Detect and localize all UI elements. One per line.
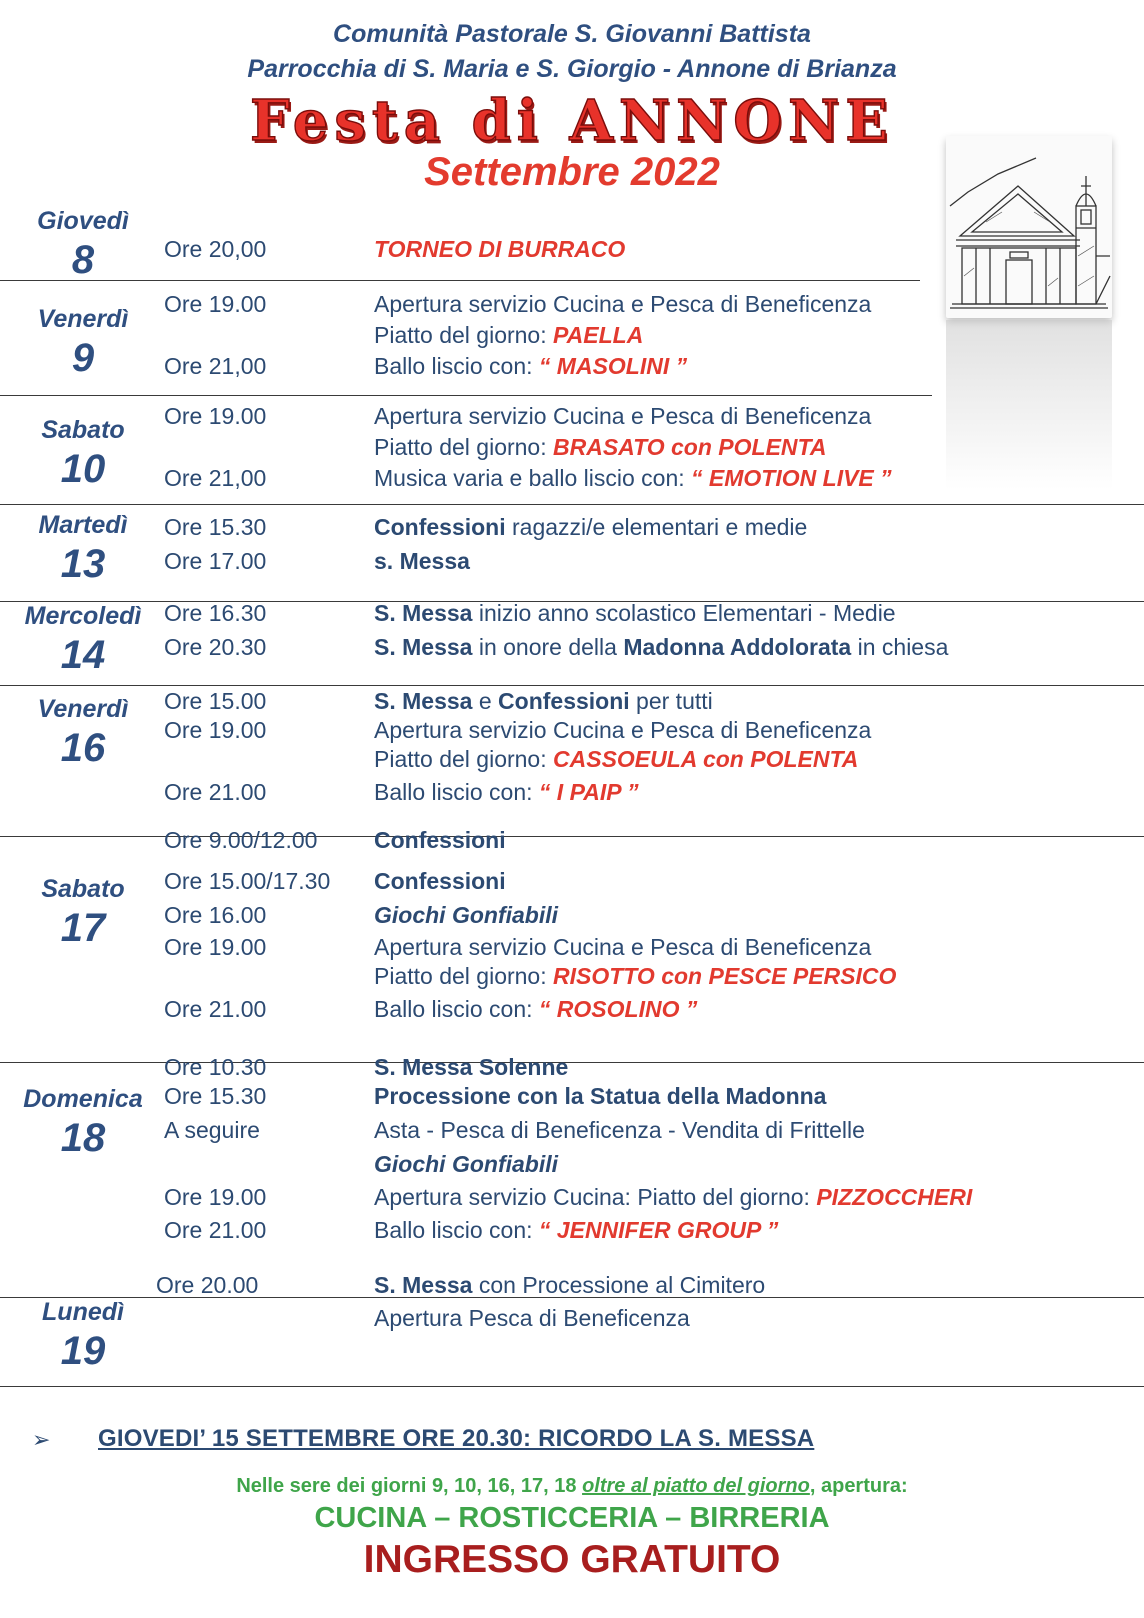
row-description — [374, 1217, 778, 1244]
row-time: Ore 16.30 — [164, 600, 267, 626]
announcement: GIOVEDI’ 15 SETTEMBRE ORE 20.30: RICORDO LA S. MESSA — [98, 1425, 815, 1452]
row-description — [374, 1184, 972, 1211]
church-drawing — [946, 136, 1112, 318]
description-text: in chiesa — [851, 634, 949, 660]
description-text: Confessioni — [374, 514, 506, 540]
description-text: s. Messa — [374, 548, 470, 574]
row-time: Ore 15.00/17.30 — [164, 868, 331, 894]
description-text: Ballo liscio con: — [374, 779, 539, 805]
row-description — [374, 434, 826, 461]
row-time: Ore 20.30 — [164, 634, 267, 660]
highlight-text: BRASATO con POLENTA — [553, 434, 827, 460]
day-block-19 — [0, 1298, 166, 1371]
description-text: e — [472, 688, 499, 714]
church-sketch-icon — [946, 136, 1112, 318]
highlight-text: PIZZOCCHERI — [816, 1184, 973, 1210]
row-description — [374, 868, 506, 895]
separator — [0, 685, 1144, 686]
separator — [0, 1386, 1144, 1387]
row-description — [374, 1054, 568, 1081]
day-block-13 — [0, 511, 166, 584]
row-description — [374, 1305, 690, 1332]
row-time: Ore 19.00 — [164, 403, 267, 429]
description-text: Piatto del giorno: — [374, 434, 554, 460]
description-text: Confessioni — [498, 688, 630, 714]
separator — [0, 395, 932, 396]
church-reflection — [946, 320, 1112, 490]
highlight-text: RISOTTO con PESCE PERSICO — [553, 963, 897, 989]
row-description — [374, 688, 713, 715]
description-text: inizio anno scolastico Elementari - Medie — [472, 600, 896, 626]
bullet-arrow-icon: ➢ — [32, 1427, 51, 1452]
row-description — [374, 548, 470, 575]
row-time: Ore 21.00 — [164, 779, 267, 805]
description-text: Asta - Pesca di Beneficenza - Vendita di Frittelle — [374, 1117, 865, 1143]
highlight-text: “ ROSOLINO ” — [538, 996, 698, 1022]
day-name: Mercoledì — [24, 602, 142, 630]
row-description — [374, 353, 687, 380]
row-description — [374, 779, 639, 806]
row-time: Ore 15.30 — [164, 514, 267, 540]
note-text-end: , apertura: — [809, 1475, 908, 1497]
row-description — [374, 1272, 765, 1299]
highlight-text: CASSOEULA con POLENTA — [553, 746, 859, 772]
description-text: Ballo liscio con: — [374, 1217, 539, 1243]
day-block-16 — [0, 695, 166, 768]
row-description — [374, 322, 643, 349]
highlight-text: “ I PAIP ” — [538, 779, 639, 805]
row-description — [374, 934, 871, 961]
description-text: Musica varia e ballo liscio con: — [374, 465, 692, 491]
row-description — [374, 827, 506, 854]
description-text: Apertura servizio Cucina e Pesca di Beneficenza — [374, 934, 872, 960]
day-name: Giovedì — [37, 207, 129, 235]
row-description — [374, 236, 625, 263]
description-text: ragazzi/e elementari e medie — [505, 514, 808, 540]
header-community: Comunità Pastorale S. Giovanni Battista — [333, 20, 811, 48]
month-subtitle: Settembre 2022 — [424, 150, 720, 194]
festa-title: Festa di ANNONE — [250, 88, 894, 154]
row-time: Ore 17.00 — [164, 548, 267, 574]
description-text: S. Messa — [374, 634, 473, 660]
row-time: Ore 19.00 — [164, 1184, 267, 1210]
day-block-17 — [0, 875, 166, 948]
note-underlined: oltre al piatto del giorno — [582, 1475, 810, 1497]
row-description — [374, 634, 948, 661]
row-time: Ore 19.00 — [164, 717, 267, 743]
row-time: Ore 21,00 — [164, 465, 267, 491]
row-time: Ore 21,00 — [164, 353, 267, 379]
row-time: Ore 16.00 — [164, 902, 267, 928]
description-text: con Processione al Cimitero — [472, 1272, 766, 1298]
row-time: A seguire — [164, 1117, 260, 1143]
description-text: S. Messa — [374, 1272, 473, 1298]
description-text: per tutti — [629, 688, 713, 714]
day-name: Sabato — [41, 416, 125, 444]
footer-note — [0, 1475, 1144, 1498]
day-block-14 — [0, 602, 166, 675]
highlight-text: “ EMOTION LIVE ” — [691, 465, 892, 491]
row-time: Ore 20.00 — [156, 1272, 259, 1298]
row-description — [374, 1083, 826, 1110]
row-description — [374, 996, 697, 1023]
day-block-8 — [0, 207, 166, 280]
highlight-text: TORNEO DI BURRACO — [374, 236, 626, 262]
day-number: 8 — [71, 238, 95, 282]
day-number: 17 — [60, 906, 106, 950]
row-description — [374, 291, 871, 318]
row-time: Ore 19.00 — [164, 291, 267, 317]
row-description — [374, 963, 896, 990]
day-number: 18 — [60, 1116, 106, 1160]
row-description — [374, 717, 871, 744]
description-text: Giochi Gonfiabili — [374, 902, 558, 928]
description-text: Apertura servizio Cucina e Pesca di Beneficenza — [374, 717, 872, 743]
row-time: Ore 15.00 — [164, 688, 267, 714]
description-text: Piatto del giorno: — [374, 963, 554, 989]
description-text: Processione con la Statua della Madonna — [374, 1083, 827, 1109]
description-text: Ballo liscio con: — [374, 353, 539, 379]
description-text: Madonna Addolorata — [623, 634, 852, 660]
description-text: Apertura servizio Cucina: Piatto del giorno: — [374, 1184, 817, 1210]
row-time: Ore 10.30 — [164, 1054, 267, 1080]
day-number: 13 — [60, 542, 106, 586]
day-name: Lunedì — [42, 1298, 124, 1326]
day-block-18 — [0, 1085, 166, 1158]
description-text: Piatto del giorno: — [374, 322, 554, 348]
highlight-text: “ MASOLINI ” — [538, 353, 688, 379]
day-number: 10 — [60, 447, 106, 491]
day-number: 14 — [60, 633, 106, 677]
description-text: S. Messa — [374, 688, 473, 714]
note-text: Nelle sere dei giorni 9, 10, 16, 17, 18 — [236, 1475, 583, 1497]
row-time: Ore 15.30 — [164, 1083, 267, 1109]
highlight-text: PAELLA — [553, 322, 644, 348]
row-description — [374, 600, 896, 627]
row-description — [374, 1117, 865, 1144]
day-name: Venerdì — [37, 305, 129, 333]
row-description — [374, 403, 871, 430]
day-block-9 — [0, 305, 166, 378]
day-number: 19 — [60, 1329, 106, 1373]
separator — [0, 280, 920, 281]
description-text: Apertura servizio Cucina e Pesca di Beneficenza — [374, 403, 872, 429]
day-name: Sabato — [41, 875, 125, 903]
row-description — [374, 465, 892, 492]
services-line: CUCINA – ROSTICCERIA – BIRRERIA — [314, 1502, 830, 1534]
row-description — [374, 902, 558, 929]
highlight-text: “ JENNIFER GROUP ” — [538, 1217, 779, 1243]
row-time: Ore 20,00 — [164, 236, 267, 262]
description-text: Ballo liscio con: — [374, 996, 539, 1022]
description-text: S. Messa Solenne — [374, 1054, 569, 1080]
description-text: in onore della — [472, 634, 624, 660]
row-description — [374, 514, 807, 541]
day-name: Venerdì — [37, 695, 129, 723]
day-name: Domenica — [23, 1085, 143, 1113]
day-block-10 — [0, 416, 166, 489]
description-text: Apertura servizio Cucina e Pesca di Beneficenza — [374, 291, 872, 317]
day-number: 9 — [71, 336, 95, 380]
separator — [0, 504, 1144, 505]
description-text: Confessioni — [374, 868, 506, 894]
free-entry: INGRESSO GRATUITO — [363, 1538, 781, 1581]
row-time: Ore 19.00 — [164, 934, 267, 960]
day-name: Martedì — [38, 511, 128, 539]
row-time: Ore 21.00 — [164, 996, 267, 1022]
description-text: Confessioni — [374, 827, 506, 853]
description-text: Piatto del giorno: — [374, 746, 554, 772]
header-parish: Parrocchia di S. Maria e S. Giorgio - Annone di Brianza — [247, 55, 897, 83]
row-time: Ore 21.00 — [164, 1217, 267, 1243]
description-text: S. Messa — [374, 600, 473, 626]
row-time: Ore 9.00/12.00 — [164, 827, 318, 853]
day-number: 16 — [60, 726, 106, 770]
row-description — [374, 1151, 558, 1178]
row-description — [374, 746, 858, 773]
description-text: Apertura Pesca di Beneficenza — [374, 1305, 690, 1331]
description-text: Giochi Gonfiabili — [374, 1151, 558, 1177]
